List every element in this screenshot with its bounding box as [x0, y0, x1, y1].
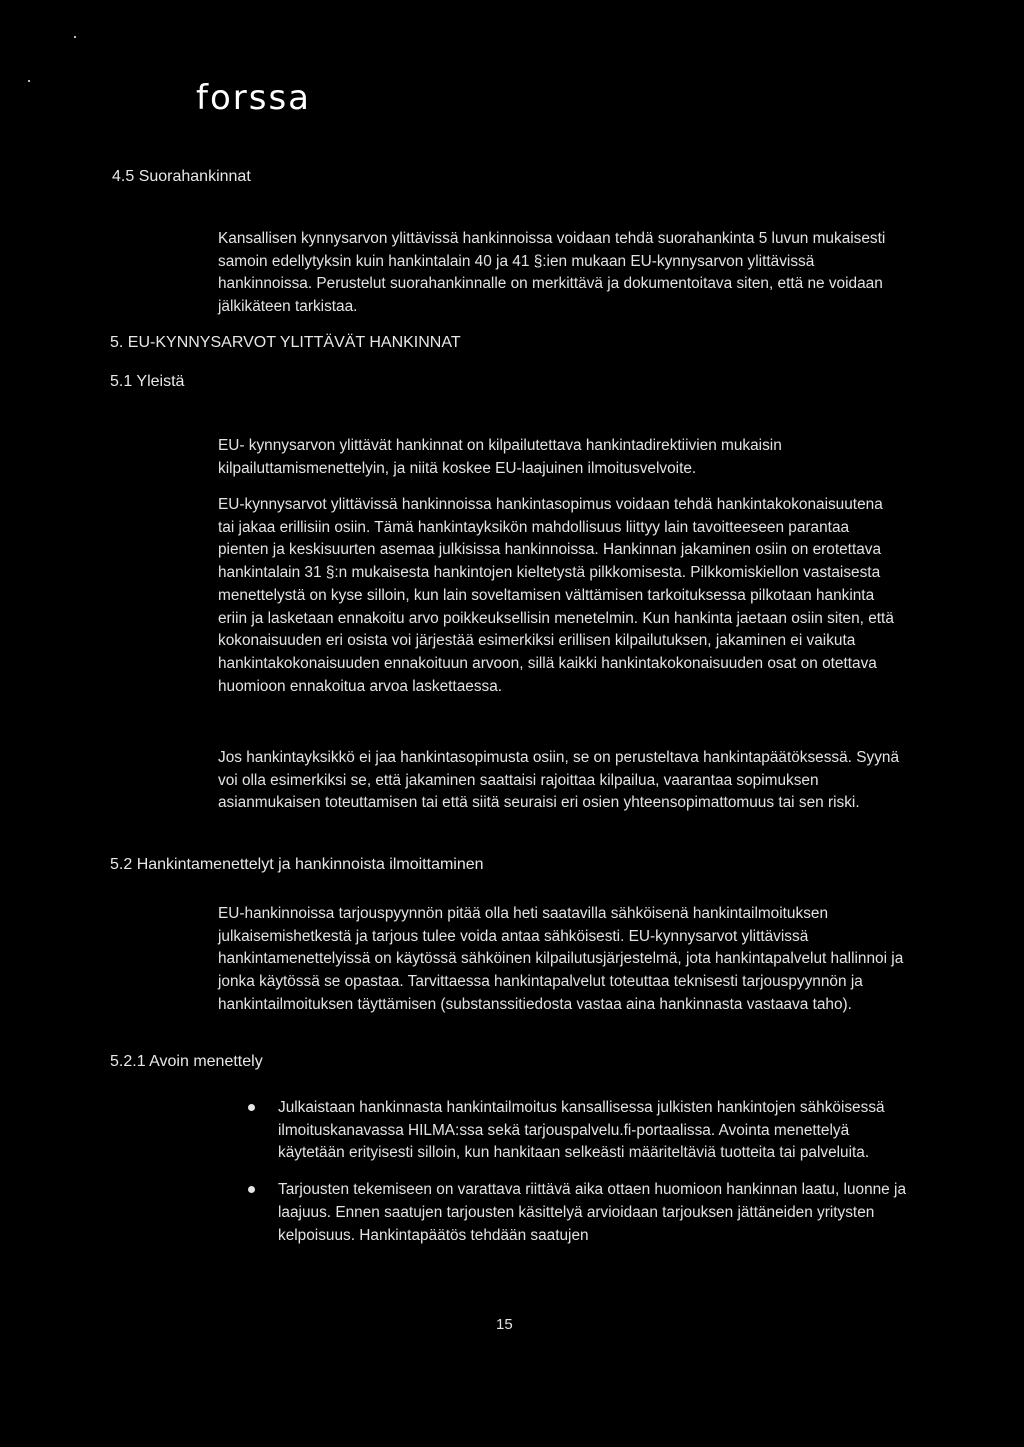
list-item: [248, 1097, 908, 1165]
section-5-2-1-bullet-list: [248, 1097, 908, 1261]
list-item: [248, 1179, 908, 1247]
list-item-text: Julkaistaan hankinnasta hankintailmoitus kansallisessa julkisten hankintojen sähköisessä ilmoituskanavassa HILMA:ssa sekä tarjouspalvelu.fi-portaalissa. Avointa menettelyä käytetään erityisesti silloin, kun hankitaan selkeästi määriteltäviä tuotteita tai palveluita.: [278, 1099, 885, 1162]
section-4-5-paragraph: Kansallisen kynnysarvon ylittävissä hankinnoissa voidaan tehdä suorahankinta 5 luvun mukaisesti samoin edellytyksin kuin hankintalain 40 ja 41 §:ien mukaan EU-kynnysarvon ylittävissä hankinnoissa. Perustelut suorahankinnalle on merkittävä ja dokumentoitava siten, että ne voidaan jälkikäteen tarkistaa.: [218, 230, 886, 316]
section-heading-5-2-1: 5.2.1 Avoin menettely: [110, 1053, 263, 1070]
section-heading-4-5: 4.5 Suorahankinnat: [112, 168, 251, 185]
page-number: 15: [496, 1316, 513, 1333]
chapter-heading-5: 5. EU-KYNNYSARVOT YLITTÄVÄT HANKINNAT: [110, 334, 461, 351]
forssa-logo: forssa: [196, 78, 312, 118]
bullet-icon: [248, 1104, 255, 1111]
list-item-text: Tarjousten tekemiseen on varattava riittävä aika ottaen huomioon hankinnan laatu, luonne ja laajuus. Ennen saatujen tarjousten käsittelyä arvioidaan tarjouksen jättäneiden yritysten kelpoisuus. Hankintapäätös tehdään saatujen: [278, 1181, 907, 1244]
section-5-1-paragraph-2: EU-kynnysarvot ylittävissä hankinnoissa hankintasopimus voidaan tehdä hankintakokonaisuutena tai jakaa erillisiin osiin. Tämä hankintayksikön mahdollisuus liittyy lain tavoitteeseen parantaa pienten ja keskisuurten asemaa julkisissa hankinnoissa. Hankinnan jakaminen osiin on erotettava hankintalain 31 §:n mukaisesta hankintojen kieltetystä pilkkomisesta. Pilkkomiskiellon vastaisesta menettelystä on kyse silloin, kun lain soveltamisen välttämisen tarkoituksessa pilkotaan hankinta eriin ja lasketaan ennakoitu arvo poikkeuksellisin menetelmin. Kun hankinta jaetaan osiin siten, että kokonaisuuden eri osista voi järjestää esimerkiksi erillisen kilpailutuksen, jakaminen ei vaikuta hankintakokonaisuuden ennakoituun arvoon, sillä kaikki hankintakokonaisuuden osat on otettava huomioon ennakoitua arvoa laskettaessa.: [218, 496, 894, 695]
section-heading-5-2: 5.2 Hankintamenettelyt ja hankinnoista ilmoittaminen: [110, 856, 484, 873]
section-5-1-paragraph-3: Jos hankintayksikkö ei jaa hankintasopimusta osiin, se on perusteltava hankintapäätöksessä. Syynä voi olla esimerkiksi se, että jakaminen saattaisi rajoittaa kilpailua, vaarantaa sopimuksen asianmukaisen toteuttamisen tai että siitä seuraisi eri osien yhteensopimattomuus tai sen riski.: [218, 749, 900, 812]
scan-speck: [28, 80, 30, 82]
section-heading-5-1: 5.1 Yleistä: [110, 373, 185, 390]
section-5-2-paragraph: EU-hankinnoissa tarjouspyynnön pitää olla heti saatavilla sähköisenä hankintailmoituksen julkaisemishetkestä ja tarjous tulee voida antaa sähköisesti. EU-kynnysarvot ylittävissä hankintamenettelyissä on käytössä sähköinen kilpailutusjärjestelmä, jota hankintapalvelut hallinnoi ja jonka käytössä se opastaa. Tarvittaessa hankintapalvelut toteuttaa teknisesti tarjouspyynnön ja hankintailmoituksen täyttämisen (substanssitiedosta vastaa aina hankinnasta vastaava taho).: [218, 905, 904, 1013]
scan-speck: [74, 36, 76, 38]
bullet-icon: [248, 1186, 255, 1193]
section-5-1-paragraph-1: EU- kynnysarvon ylittävät hankinnat on kilpailutettava hankintadirektiivien mukaisin kilpailuttamismenettelyin, ja niitä koskee EU-laajuinen ilmoitusvelvoite.: [218, 437, 782, 477]
